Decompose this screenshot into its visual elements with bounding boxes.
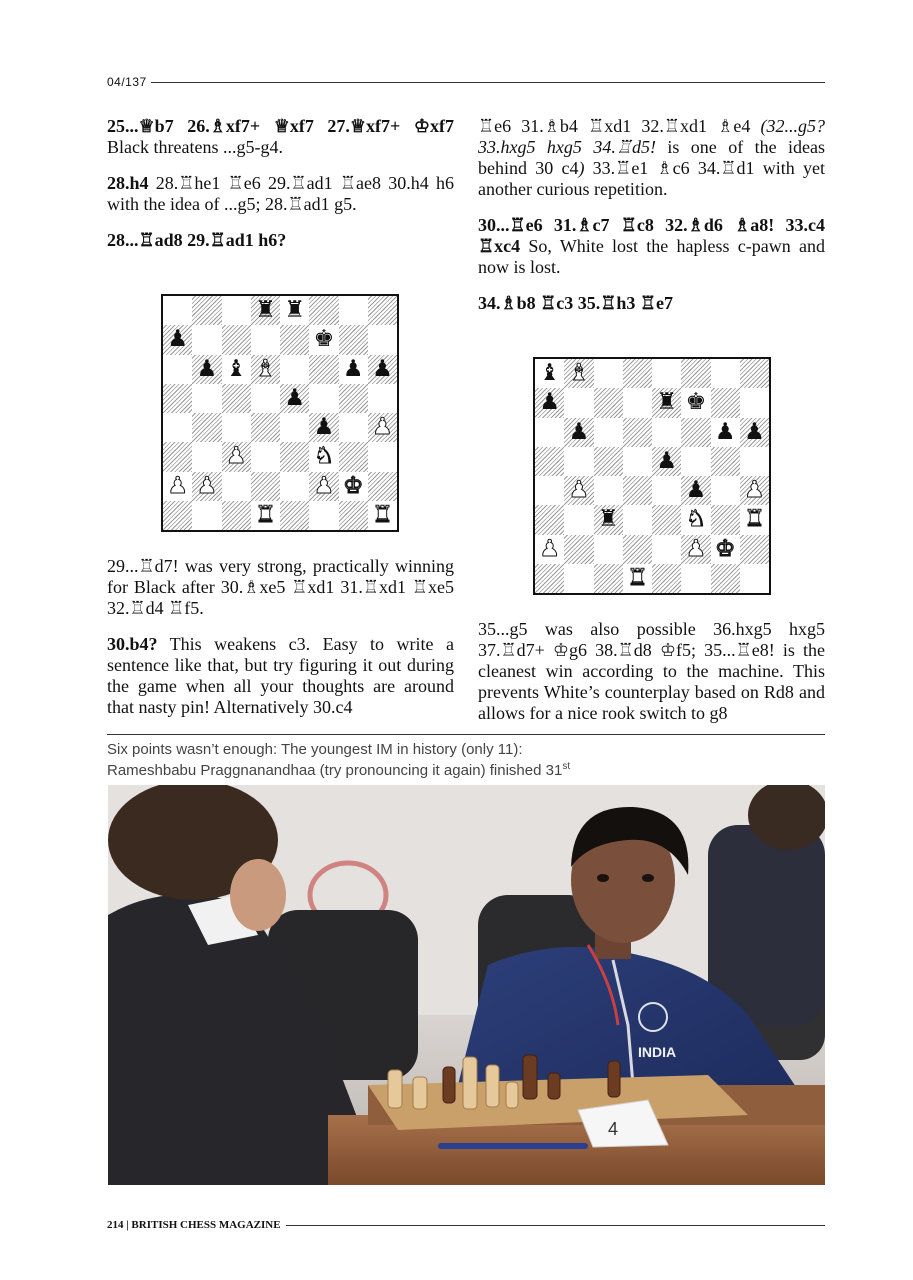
white-pawn-icon: ♟ — [313, 472, 335, 499]
board-square — [711, 418, 740, 447]
board-square — [564, 505, 593, 534]
board-square — [594, 388, 623, 417]
board-square — [623, 388, 652, 417]
board-square — [623, 476, 652, 505]
move-paragraph-30-black — [478, 215, 825, 278]
board-square — [339, 384, 368, 413]
board-square — [222, 384, 251, 413]
board-square — [652, 564, 681, 593]
board-square — [681, 505, 710, 534]
board-square — [623, 418, 652, 447]
board-square — [222, 442, 251, 471]
commentary: 28.♖he1 ♖e6 29.♖ad1 ♖ae8 30.h4 h6 with the idea of ...g5; 28.♖ad1 g5. — [107, 173, 454, 214]
board-square — [368, 413, 397, 442]
footer-rule — [286, 1225, 825, 1226]
white-pawn-icon: ♟ — [196, 472, 218, 499]
white-pawn-icon: ♟ — [539, 535, 560, 562]
board-square — [368, 325, 397, 354]
black-pawn-icon: ♟ — [342, 355, 364, 382]
board-square — [711, 447, 740, 476]
board-square — [594, 476, 623, 505]
move-paragraph-29 — [107, 556, 454, 619]
jacket-lettering: INDIA — [638, 1044, 677, 1060]
board-square — [192, 472, 221, 501]
right-column-top — [478, 116, 825, 329]
move-paragraph-35 — [478, 619, 825, 724]
board-square — [564, 535, 593, 564]
commentary: 35...g5 was also possible 36.hxg5 hxg5 37.♖d7+ ♔g6 38.♖d8 ♔f5; 35...♖e8! is the cleanest win according to the machine. This prevents White’s counterplay based on Rd8 and allows for a nice rook switch to g8 — [478, 619, 825, 723]
board-square — [339, 501, 368, 530]
board-square — [681, 535, 710, 564]
caption-superscript: st — [562, 761, 571, 772]
black-pawn-icon: ♟ — [656, 447, 677, 474]
move-sequence: 28.h4 — [107, 173, 149, 193]
board-square — [652, 418, 681, 447]
black-pawn-icon: ♟ — [685, 477, 707, 504]
move-paragraph-25 — [107, 116, 454, 158]
board-square — [681, 476, 710, 505]
commentary: 33.♖e1 ♗c6 34.♖d1 with yet another curious repetition. — [478, 158, 825, 199]
board-square — [251, 442, 280, 471]
board-square — [740, 388, 769, 417]
board-square — [535, 535, 564, 564]
board-square — [280, 472, 309, 501]
black-rook-icon: ♜ — [656, 389, 677, 416]
italic-variation: ) — [578, 158, 585, 178]
board-square — [740, 564, 769, 593]
photo-caption — [107, 741, 825, 779]
black-pawn-icon: ♟ — [372, 355, 393, 382]
board-square — [280, 501, 309, 530]
board-square — [309, 413, 338, 442]
board-square — [681, 447, 710, 476]
italic-variation: (32...g5? 33.hxg5 hxg5 34.♖d5! — [478, 116, 825, 157]
black-pawn-icon: ♟ — [167, 326, 188, 353]
board-square — [339, 355, 368, 384]
board-square — [222, 413, 251, 442]
board-square — [681, 564, 710, 593]
board-square — [163, 384, 192, 413]
board-square — [309, 325, 338, 354]
board-square — [535, 388, 564, 417]
board-square — [251, 296, 280, 325]
board-square — [623, 359, 652, 388]
footer-text: 214 | BRITISH CHESS MAGAZINE — [107, 1219, 281, 1231]
board-square — [368, 355, 397, 384]
board-square — [251, 384, 280, 413]
board-square — [368, 384, 397, 413]
board-square — [711, 535, 740, 564]
board-square — [280, 442, 309, 471]
board-square — [251, 501, 280, 530]
board-square — [564, 388, 593, 417]
black-king-icon: ♚ — [685, 389, 707, 416]
board-square — [594, 418, 623, 447]
move-paragraph-30c4-continuation — [478, 116, 825, 200]
board-square — [623, 535, 652, 564]
commentary: So, White lost the hapless c-pawn and now is lost. — [478, 236, 825, 277]
black-pawn-icon: ♟ — [539, 389, 560, 416]
tournament-photo — [108, 785, 825, 1185]
board-square — [163, 296, 192, 325]
board-square — [309, 442, 338, 471]
black-king-icon: ♚ — [313, 326, 335, 353]
board-square — [192, 501, 221, 530]
board-square — [251, 472, 280, 501]
caption-line-2 — [107, 758, 825, 779]
move-paragraph-34 — [478, 293, 825, 314]
caption-rule — [107, 734, 825, 735]
board-square — [681, 359, 710, 388]
board-square — [564, 564, 593, 593]
commentary: is one of the ideas behind 30 c4 — [478, 137, 826, 178]
board-square — [280, 296, 309, 325]
board-square — [711, 505, 740, 534]
board-square — [251, 413, 280, 442]
board-square — [564, 447, 593, 476]
board-square — [192, 296, 221, 325]
board-square — [192, 325, 221, 354]
header-rule — [151, 82, 825, 83]
commentary: 29...♖d7! was very strong, practically winning for Black after 30.♗xe5 ♖xd1 31.♖xd1 ♖xe5 32.♖d4 ♖f5. — [107, 556, 454, 618]
board-square — [192, 355, 221, 384]
photo-illustration — [108, 785, 825, 1185]
board-square — [163, 472, 192, 501]
board-square — [192, 413, 221, 442]
board-square — [535, 476, 564, 505]
board-square — [535, 359, 564, 388]
board-square — [368, 501, 397, 530]
board-square — [681, 418, 710, 447]
board-square — [594, 505, 623, 534]
commentary: This weakens c3. Easy to write a sentence like that, but try figuring it out during the game when all your thoughts are around that nasty pin! Alternatively 30.c4 — [107, 634, 454, 717]
caption-line-1: Six points wasn’t enough: The youngest IM in history (only 11): — [107, 741, 523, 758]
board-square — [339, 296, 368, 325]
board-square — [535, 418, 564, 447]
board-square — [623, 505, 652, 534]
board-square — [339, 325, 368, 354]
left-column-top — [107, 116, 454, 266]
board-square — [594, 359, 623, 388]
board-square — [163, 355, 192, 384]
white-pawn-icon: ♟ — [167, 472, 188, 499]
black-pawn-icon: ♟ — [714, 418, 736, 445]
board-square — [564, 418, 593, 447]
board-square — [251, 355, 280, 384]
board-square — [280, 355, 309, 384]
commentary: Black threatens ...g5-g4. — [107, 137, 283, 157]
white-rook-icon: ♜ — [372, 501, 393, 528]
move-sequence: 34.♗b8 ♖c3 35.♖h3 ♖e7 — [478, 293, 674, 313]
black-bishop-icon: ♝ — [225, 355, 247, 382]
board-square — [594, 535, 623, 564]
board-square — [222, 501, 251, 530]
board-square — [740, 418, 769, 447]
white-rook-icon: ♜ — [627, 564, 648, 591]
board-square — [222, 355, 251, 384]
left-column-bottom — [107, 556, 454, 718]
board-square — [222, 296, 251, 325]
move-sequence: 28...♖ad8 29.♖ad1 h6? — [107, 230, 287, 250]
board-square — [652, 505, 681, 534]
white-knight-icon: ♞ — [313, 443, 335, 470]
board-square — [711, 476, 740, 505]
black-pawn-icon: ♟ — [744, 418, 765, 445]
board-square — [564, 476, 593, 505]
board-square — [339, 442, 368, 471]
white-king-icon: ♚ — [714, 535, 736, 562]
board-square — [309, 296, 338, 325]
board-square — [163, 442, 192, 471]
black-pawn-icon: ♟ — [313, 414, 335, 441]
board-square — [309, 501, 338, 530]
board-square — [280, 325, 309, 354]
page-footer — [107, 1217, 825, 1233]
page-header — [107, 74, 825, 90]
board-square — [280, 413, 309, 442]
board-square — [535, 447, 564, 476]
board-square — [280, 384, 309, 413]
black-pawn-icon: ♟ — [284, 384, 305, 411]
board-square — [740, 447, 769, 476]
board-square — [339, 413, 368, 442]
white-pawn-icon: ♟ — [685, 535, 707, 562]
board-square — [222, 325, 251, 354]
board-square — [652, 388, 681, 417]
right-column-bottom — [478, 619, 825, 724]
move-sequence: 30.b4? — [107, 634, 158, 654]
table-number-card: 4 — [608, 1119, 619, 1139]
board-square — [192, 442, 221, 471]
board-square — [740, 476, 769, 505]
board-square — [309, 472, 338, 501]
board-square — [623, 564, 652, 593]
board-square — [222, 472, 251, 501]
white-rook-icon: ♜ — [255, 501, 276, 528]
board-square — [652, 535, 681, 564]
white-pawn-icon: ♟ — [744, 477, 765, 504]
white-rook-icon: ♜ — [744, 506, 765, 533]
chess-diagram-1 — [161, 294, 399, 532]
board-square — [711, 359, 740, 388]
board-square — [652, 476, 681, 505]
board-square — [192, 384, 221, 413]
board-square — [251, 325, 280, 354]
page-counter: 04/137 — [107, 75, 147, 89]
board-square — [339, 472, 368, 501]
board-square — [711, 564, 740, 593]
black-pawn-icon: ♟ — [196, 355, 218, 382]
move-paragraph-30 — [107, 634, 454, 718]
board-square — [309, 384, 338, 413]
black-rook-icon: ♜ — [284, 297, 305, 324]
caption-text: Rameshbabu Praggnanandhaa (try pronouncing it again) finished 31 — [107, 762, 563, 779]
commentary: ♖e6 31.♗b4 ♖xd1 32.♖xd1 ♗e4 — [478, 116, 761, 136]
board-square — [711, 388, 740, 417]
board-square — [681, 388, 710, 417]
board-square — [163, 325, 192, 354]
white-bishop-icon: ♝ — [568, 360, 590, 387]
move-paragraph-28 — [107, 173, 454, 215]
board-square — [163, 501, 192, 530]
board-square — [740, 359, 769, 388]
chess-diagram-2 — [533, 357, 771, 595]
black-bishop-icon: ♝ — [539, 360, 560, 387]
board-square — [740, 505, 769, 534]
board-square — [535, 564, 564, 593]
board-square — [594, 447, 623, 476]
board-square — [564, 359, 593, 388]
white-pawn-icon: ♟ — [568, 477, 590, 504]
white-bishop-icon: ♝ — [255, 355, 276, 382]
board-square — [368, 442, 397, 471]
move-paragraph-28-black — [107, 230, 454, 251]
board-square — [652, 359, 681, 388]
white-king-icon: ♚ — [342, 472, 364, 499]
black-rook-icon: ♜ — [255, 297, 276, 324]
board-square — [652, 447, 681, 476]
board-square — [740, 535, 769, 564]
board-square — [368, 472, 397, 501]
board-square — [368, 296, 397, 325]
white-pawn-icon: ♟ — [225, 443, 247, 470]
board-square — [594, 564, 623, 593]
board-square — [535, 505, 564, 534]
black-rook-icon: ♜ — [597, 506, 619, 533]
board-square — [623, 447, 652, 476]
move-sequence: 30...♖e6 31.♗c7 ♖c8 32.♗d6 ♗a8! 33.c4 ♖xc4 — [478, 215, 825, 256]
black-pawn-icon: ♟ — [568, 418, 590, 445]
white-pawn-icon: ♟ — [372, 414, 393, 441]
board-square — [163, 413, 192, 442]
move-sequence: 25...♕b7 26.♗xf7+ ♕xf7 27.♕xf7+ ♔xf7 — [107, 116, 454, 136]
white-knight-icon: ♞ — [685, 506, 707, 533]
board-square — [309, 355, 338, 384]
